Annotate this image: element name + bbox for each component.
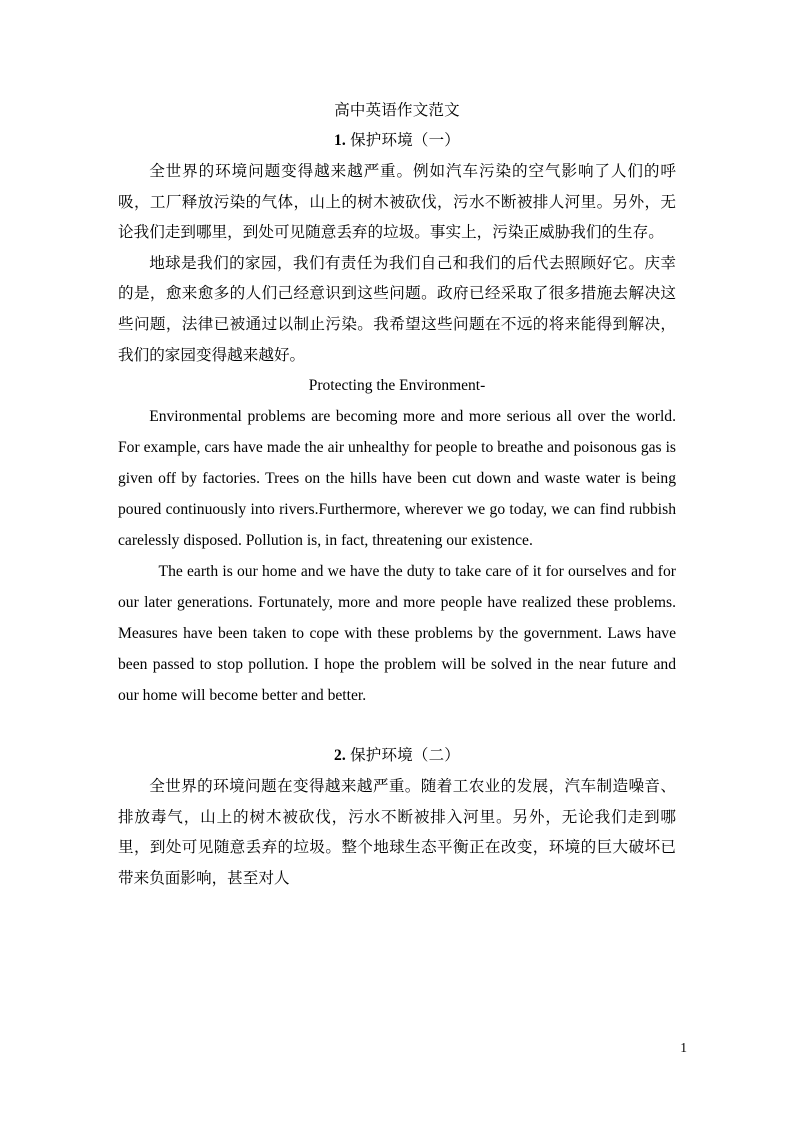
document-content: [118, 96, 676, 894]
document-title: 高中英语作文范文: [334, 102, 460, 119]
section-1-english-title: Protecting the Environment-: [308, 377, 486, 395]
section-2-zh-paragraph-1: 全世界的环境问题在变得越来越严重。随着工农业的发展，汽车制造噪音、排放毒气，山上的树木被砍伐，污水不断被排入河里。另外，无论我们走到哪里，到处可见随意丢弃的垃圾。整个地球生态平衡正在改变，环境的巨大破坏已带来负面影响，甚至对人: [118, 777, 676, 887]
section-heading-label-2: 保护环境（二）: [350, 747, 460, 765]
section-1-zh-paragraph-1: 全世界的环境问题变得越来越严重。例如汽车污染的空气影响了人们的呼吸，工厂释放污染的气体，山上的树木被砍伐，污水不断被排人河里。另外，无论我们走到哪里，到处可见随意丢弃的垃圾。事实上，污染正威胁我们的生存。: [118, 162, 676, 242]
section-1-en-paragraph-2: The earth is our home and we have the duty to take care of it for ourselves and for our later generations. Fortunately, more and more people have realized these problems. Measures have been taken to cope with these problems by the government. Laws have been passed to stop pollution. I hope the problem will be solved in the near future and our home will become better and better.: [118, 563, 676, 705]
page-number: 1: [680, 1040, 687, 1055]
section-gap-spacer: [118, 711, 676, 741]
section-heading-2: [118, 741, 676, 771]
section-1-en-paragraph-1: Environmental problems are becoming more and more serious all over the world. For example, cars have made the air unhealthy for people to breathe and poisonous gas is given off by factories. Trees on the hills have been cut down and waste water is being poured continuously into rivers.Furthermore, wherever we go today, we can find rubbish carelessly disposed. Pollution is, in fact, threatening our existence.: [118, 408, 676, 550]
section-heading-label-1: 保护环境（一）: [350, 132, 460, 149]
section-number-1: 1.: [333, 132, 347, 149]
section-heading-1: [118, 126, 676, 156]
section-number-2: 2.: [333, 747, 347, 765]
section-1-zh-paragraph-2: 地球是我们的家园，我们有责任为我们自己和我们的后代去照顾好它。庆幸的是，愈来愈多的人们己经意识到这些问题。政府已经采取了很多措施去解决这些问题，法律已被通过以制止污染。我希望这些问题在不远的将来能得到解决，我们的家园变得越来越好。: [118, 253, 676, 364]
